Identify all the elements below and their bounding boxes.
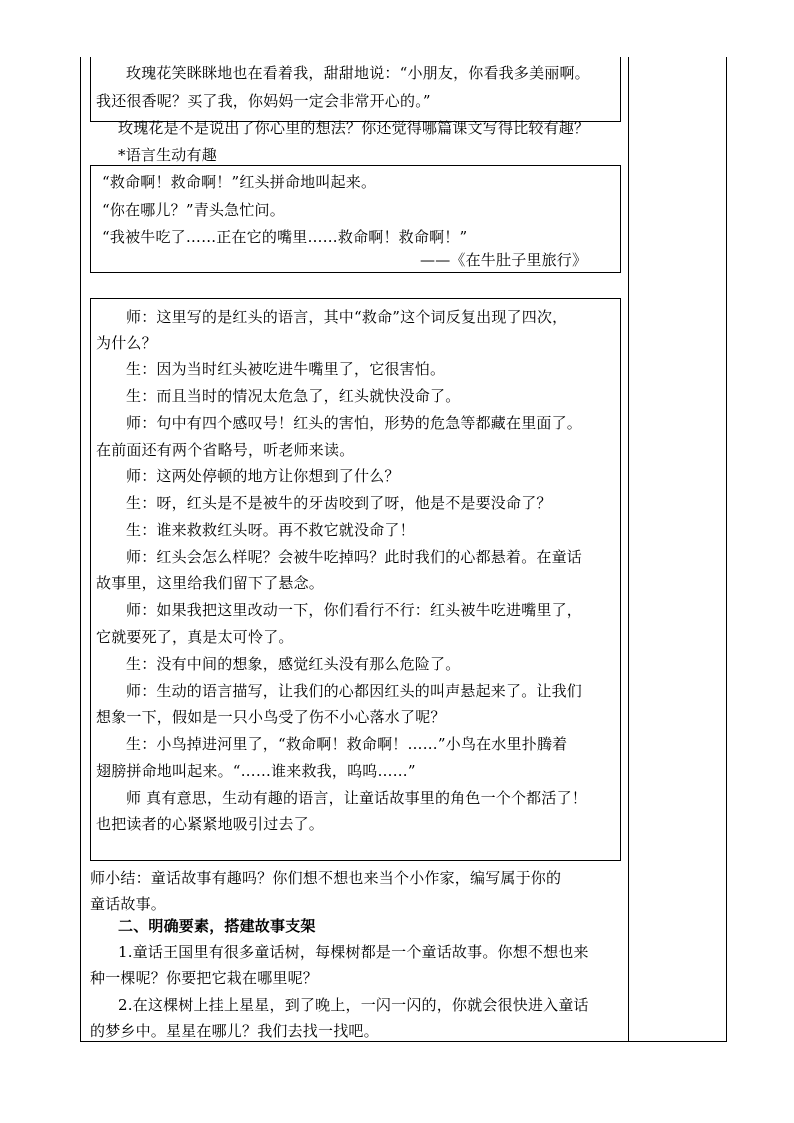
table-column-divider [628, 57, 629, 1042]
dialogue-line: 生：而且当时的情况太危急了，红头就快没命了。 [126, 387, 461, 405]
section-heading: 二、明确要素，搭建故事支架 [118, 917, 316, 935]
dialogue-line: 在前面还有两个省略号，听老师来读。 [96, 441, 355, 459]
dialogue-line: 为什么？ [96, 334, 157, 352]
dialogue-line: 生：小鸟掉进河里了，“救命啊！救命啊！……”小鸟在水里扑腾着 [126, 735, 568, 753]
dialogue-line: 生：呀，红头是不是被牛的牙齿咬到了呀，他是不是要没命了？ [126, 494, 552, 512]
dialogue-line: 翅膀拼命地叫起来。“……谁来救我，呜呜……” [96, 762, 416, 780]
excerpt-line: “救命啊！救命啊！”红头拼命地叫起来。 [102, 173, 377, 191]
quote-line: 我还很香呢？买了我，你妈妈一定会非常开心的。” [96, 92, 431, 110]
dialogue-line: 师：这里写的是红头的语言，其中“救命”这个词反复出现了四次， [126, 308, 568, 326]
subheading: *语言生动有趣 [118, 146, 217, 164]
section-line: 2.在这棵树上挂上星星，到了晚上，一闪一闪的，你就会很快进入童话 [118, 996, 589, 1014]
dialogue-line: 想象一下，假如是一只小鸟受了伤不小心落水了呢？ [96, 708, 446, 726]
dialogue-line: 故事里，这里给我们留下了悬念。 [96, 574, 325, 592]
section-line: 1.童话王国里有很多童话树，每棵树都是一个童话故事。你想不想也来 [118, 943, 589, 961]
quote-line: 玫瑰花笑眯眯地也在看着我，甜甜地说：“小朋友，你看我多美丽啊。 [126, 64, 590, 82]
excerpt-line: “我被牛吃了……正在它的嘴里……救命啊！救命啊！” [102, 228, 468, 246]
summary-line: 童话故事。 [90, 895, 167, 913]
section-line: 种一棵呢？你要把它栽在哪里呢？ [90, 969, 319, 987]
dialogue-line: 它就要死了，真是太可怜了。 [96, 628, 294, 646]
dialogue-line: 师 真有意思，生动有趣的语言，让童话故事里的角色一个个都活了！ [126, 789, 587, 807]
dialogue-line: 师：句中有四个感叹号！红头的害怕，形势的危急等都藏在里面了。 [126, 414, 583, 432]
dialogue-line: 师：生动的语言描写，让我们的心都因红头的叫声悬起来了。让我们 [126, 682, 583, 700]
excerpt-line: “你在哪儿？”青头急忙问。 [102, 201, 285, 219]
dialogue-line: 生：没有中间的想象，感觉红头没有那么危险了。 [126, 655, 461, 673]
question-text: 玫瑰花是不是说出了你心里的想法？你还觉得哪篇课文写得比较有趣？ [118, 119, 590, 137]
dialogue-line: 师：这两处停顿的地方让你想到了什么？ [126, 467, 400, 485]
section-line: 的梦乡中。星星在哪儿？我们去找一找吧。 [90, 1022, 379, 1040]
dialogue-line: 生：谁来救救红头呀。再不救它就没命了！ [126, 521, 415, 539]
dialogue-line: 也把读者的心紧紧地吸引过去了。 [96, 815, 325, 833]
dialogue-line: 生：因为当时红头被吃进牛嘴里了，它很害怕。 [126, 360, 446, 378]
dialogue-line: 师：如果我把这里改动一下，你们看行不行：红头被牛吃进嘴里了， [126, 601, 583, 619]
dialogue-line: 师：红头会怎么样呢？会被牛吃掉吗？此时我们的心都悬着。在童话 [126, 548, 583, 566]
excerpt-source: ——《在牛肚子里旅行》 [420, 251, 588, 269]
summary-line: 师小结：童话故事有趣吗？你们想不想也来当个小作家，编写属于你的 [90, 869, 562, 887]
